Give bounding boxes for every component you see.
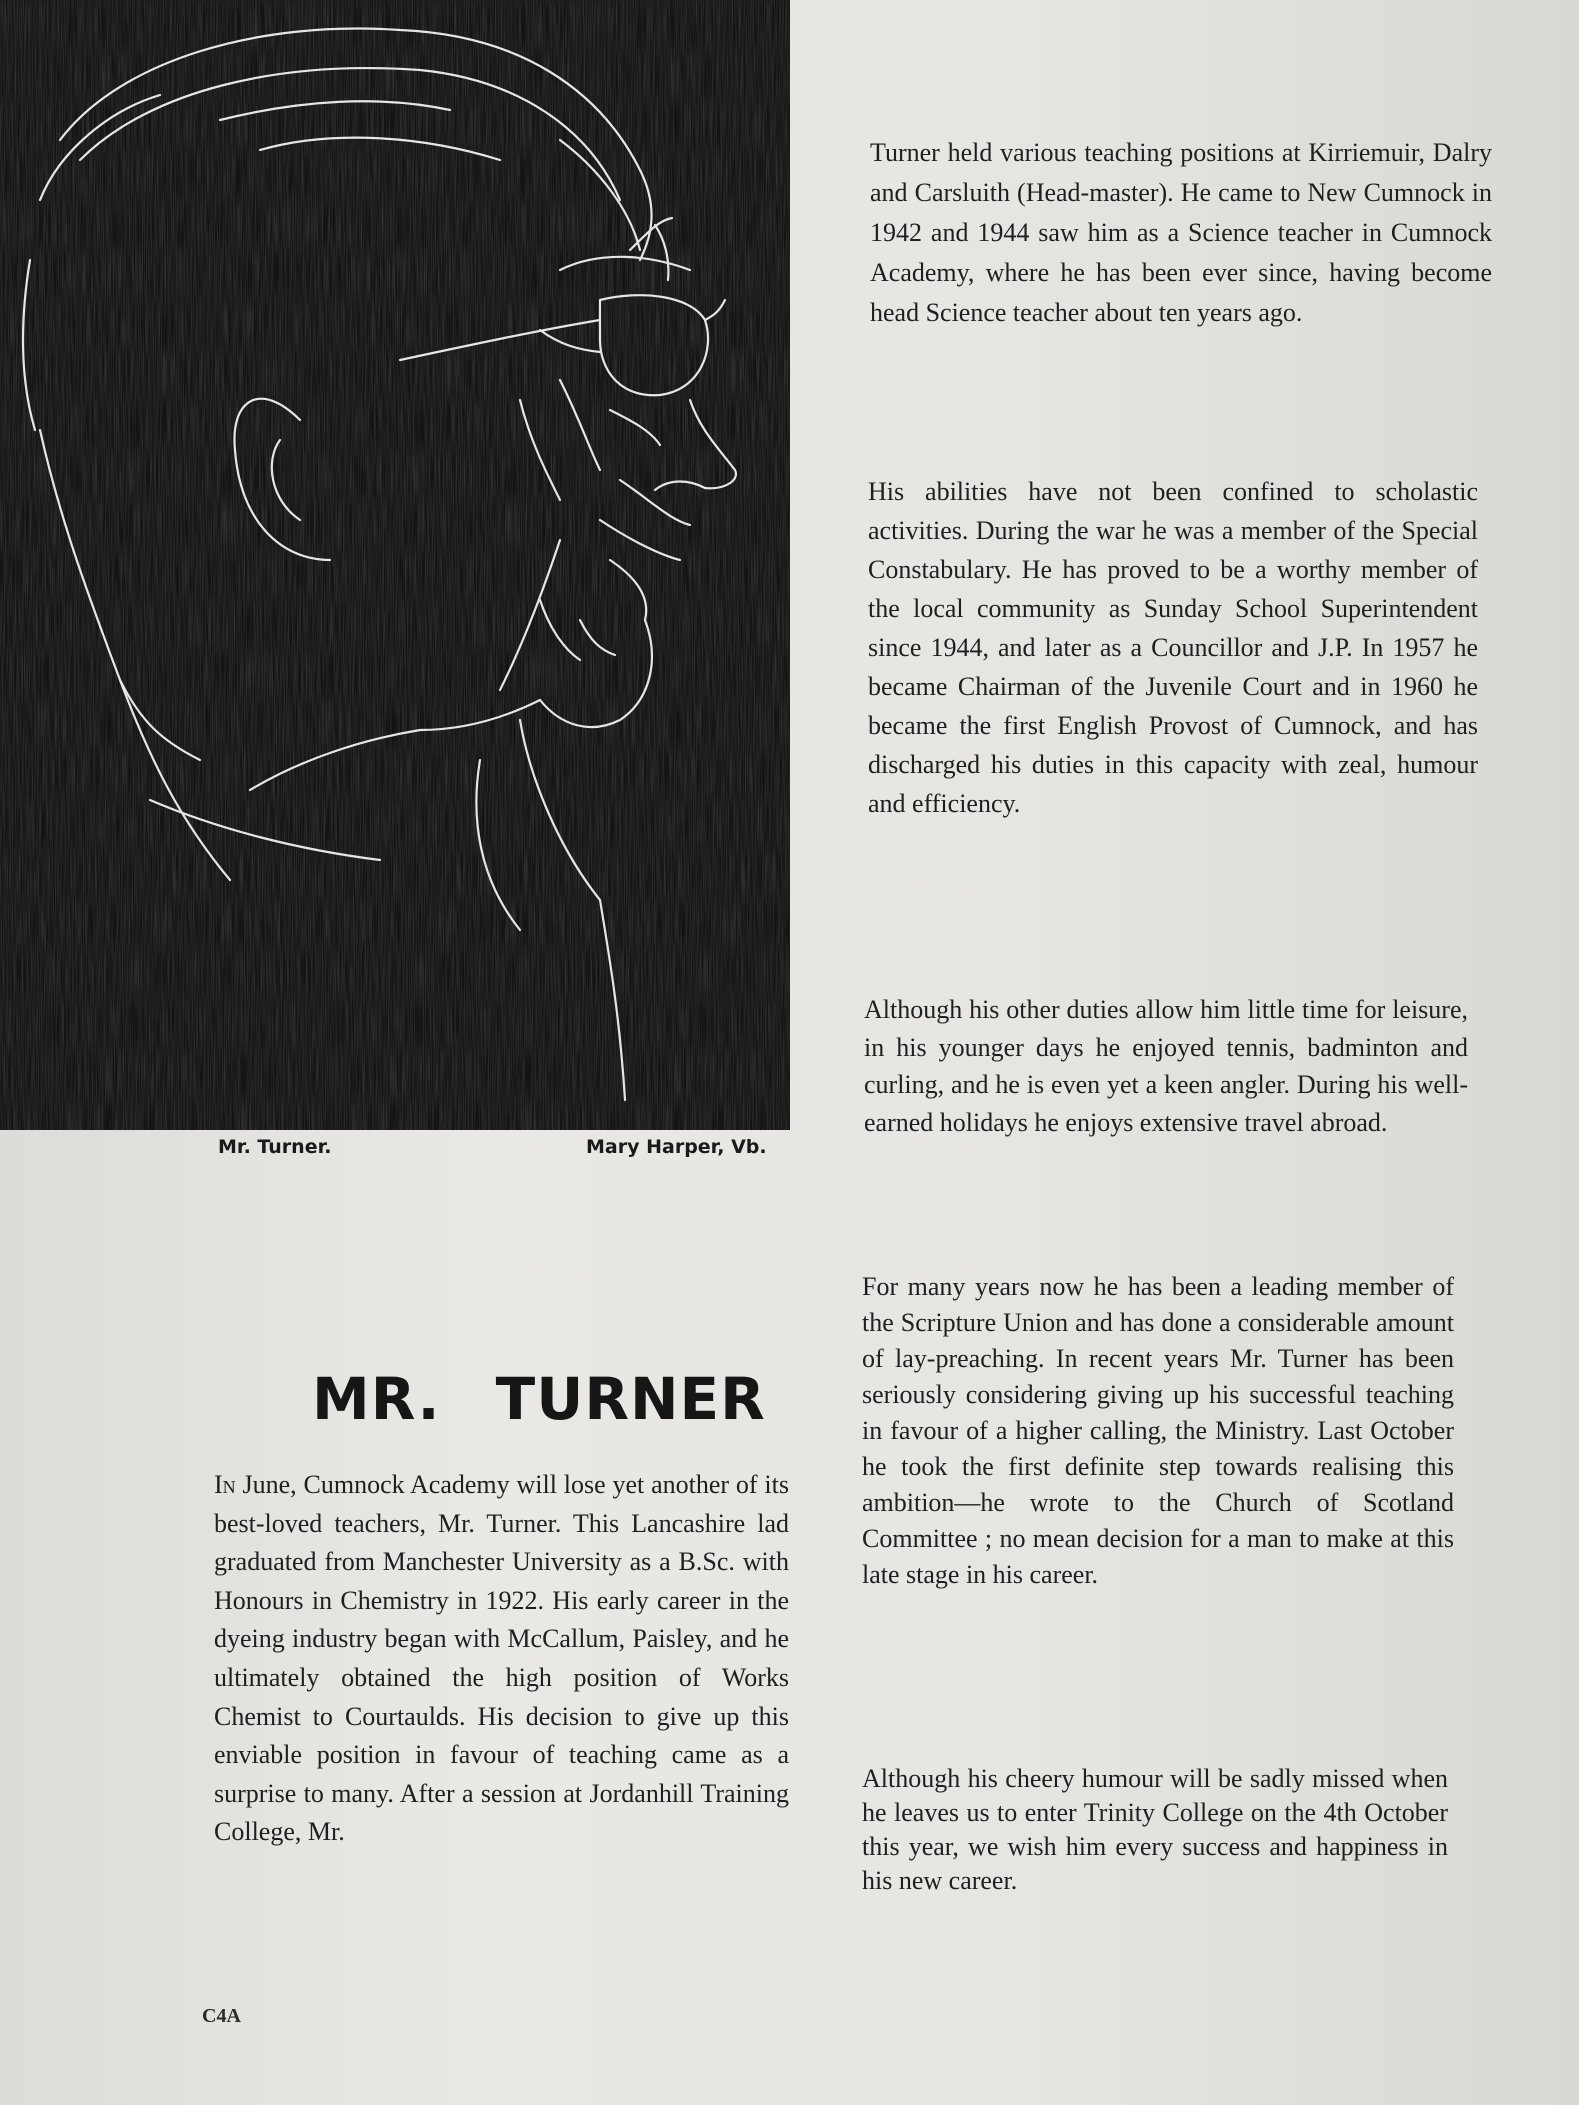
portrait-illustration: [0, 0, 790, 1130]
illustration-caption-artist: Mary Harper, Vb.: [586, 1136, 767, 1158]
article-paragraph-ministry: For many years now he has been a leading member of the Scripture Union and has done a considerable amount of lay-preaching. In recent years Mr. Turner has been seriously considering giving up his successful teaching in favour of a higher calling, the Ministry. Last October he took the first definite step towards realising this ambition—he wrote to the Church of Scotland Committee ; no mean decision for a man to make at this late stage in his career.: [862, 1272, 1454, 1589]
article-paragraph-career: Turner held various teaching positions at Kirriemuir, Dalry and Carsluith (Head-master). He came to New Cumnock in 1942 and 1944 saw him as a Science teacher in Cumnock Academy, where he has been ever since, having become head Science teacher about ten years ago.: [870, 138, 1492, 327]
article-title: MR. TURNER: [312, 1365, 766, 1433]
article-paragraph-intro: [214, 1466, 789, 1852]
drop-lead-word: In: [214, 1470, 236, 1499]
article-paragraph-leisure: Although his other duties allow him little time for leisure, in his younger days he enjoyed tennis, badminton and curling, and he is even yet a keen angler. During his well-earned holidays he enjoys extensive travel abroad.: [864, 995, 1468, 1137]
page-folio: C4A: [202, 2005, 241, 2027]
article-paragraph-community: His abilities have not been confined to scholastic activities. During the war he was a member of the Special Constabulary. He has proved to be a worthy member of the local community as Sunday School Superintendent since 1944, and later as a Councillor and J.P. In 1957 he became Chairman of the Juvenile Court and in 1960 he became the first English Provost of Cumnock, and has discharged his duties in this capacity with zeal, humour and efficiency.: [868, 477, 1478, 818]
illustration-caption-subject: Mr. Turner.: [218, 1136, 332, 1158]
article-paragraph-farewell: Although his cheery humour will be sadly missed when he leaves us to enter Trinity College on the 4th October this year, we wish him every success and happiness in his new career.: [862, 1764, 1448, 1895]
intro-text: June, Cumnock Academy will lose yet another of its best-loved teachers, Mr. Turner. This Lancashire lad graduated from Manchester University as a B.Sc. with Honours in Chemistry in 1922. His early career in the dyeing industry began with McCallum, Paisley, and he ultimately obtained the high position of Works Chemist to Courtaulds. His decision to give up this enviable position in favour of teaching came as a surprise to many. After a session at Jordanhill Training College, Mr.: [214, 1470, 789, 1847]
portrait-sketch-icon: [0, 0, 790, 1130]
